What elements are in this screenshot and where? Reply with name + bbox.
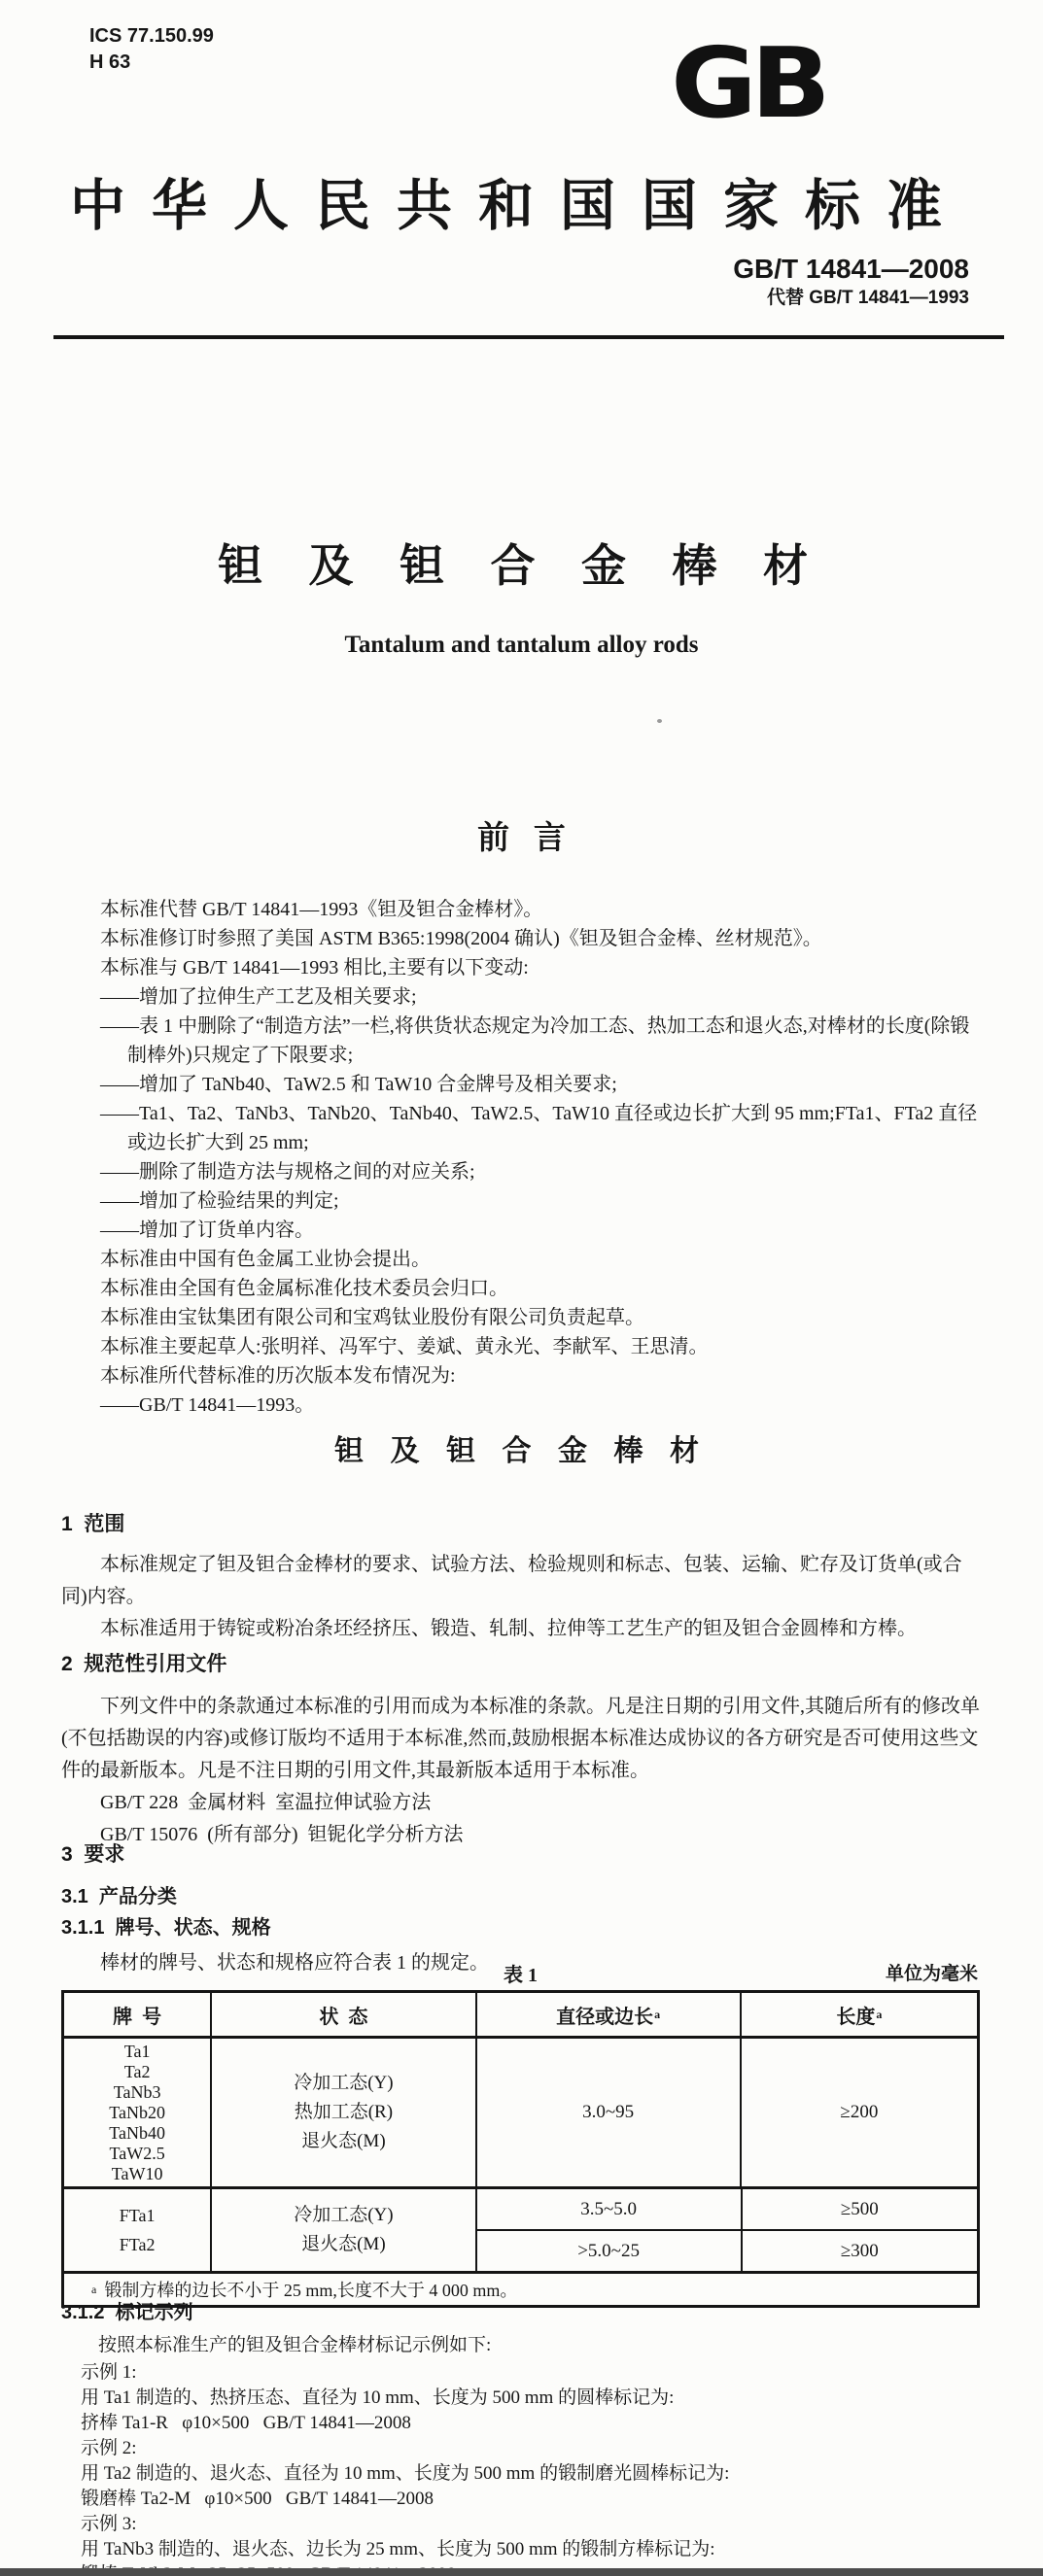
scan-bottom-edge	[0, 2568, 1043, 2576]
state: 冷加工态(Y)	[294, 2073, 394, 2093]
grade: TaW10	[111, 2163, 163, 2183]
foreword-change-item: ——删除了制造方法与规格之间的对应关系;	[100, 1161, 475, 1183]
normative-reference: GB/T 15076 (所有部分) 钽铌化学分析方法	[100, 1824, 464, 1845]
example-designation: 挤棒 Ta1-R φ10×500 GB/T 14841—2008	[81, 2413, 411, 2433]
foreword-paragraph: 本标准修订时参照了美国 ASTM B365:1998(2004 确认)《钽及钽合金棒、丝材规范》。	[100, 928, 822, 949]
table-caption-row	[61, 1959, 980, 1984]
footnote-marker: a	[654, 2007, 661, 2021]
foreword-paragraph: 本标准主要起草人:张明祥、冯军宁、姜斌、黄永光、李献军、王思清。	[100, 1336, 709, 1357]
foreword-change-item: ——增加了拉伸生产工艺及相关要求;	[100, 986, 417, 1008]
doc-class-code: H 63	[89, 52, 131, 73]
column-header-length-label: 长度	[836, 2006, 876, 2028]
state: 冷加工态(Y)	[294, 2205, 394, 2225]
example-label: 示例 3:	[81, 2514, 137, 2534]
table-row-group-1	[64, 2039, 977, 2189]
foreword-heading: 前 言	[477, 821, 566, 856]
table-1	[61, 1990, 980, 2308]
length-spec: ≥300	[741, 2231, 977, 2271]
grade-list	[64, 2039, 210, 2186]
diameter-range: 3.0~95	[475, 2039, 740, 2186]
requirements-paragraph: 棒材的牌号、状态和规格应符合表 1 的规定。	[100, 1952, 489, 1974]
scan-speck	[657, 719, 662, 723]
gb-logo-text: GB	[670, 25, 825, 140]
grade: TaNb20	[109, 2102, 165, 2122]
column-header-diameter	[475, 1993, 740, 2036]
normative-paragraph: 下列文件中的条款通过本标准的引用而成为本标准的条款。凡是注日期的引用文件,其随后所有的修改单(不包括勘误的内容)或修订版均不适用于本标准,然而,鼓励根据本标准达成协议的各方研究是否可使用这些文件的最新版本。凡是不注日期的引用文件,其最新版本适用于本标准。	[61, 1696, 980, 1781]
requirements-heading: 3 要求	[61, 1843, 125, 1866]
foreword-paragraph: 本标准代替 GB/T 14841—1993《钽及钽合金棒材》。	[100, 899, 543, 920]
table-unit-note: 单位为毫米	[885, 1964, 978, 1984]
state-list	[210, 2189, 474, 2271]
scope-paragraph: 本标准规定了钽及钽合金棒材的要求、试验方法、检验规则和标志、包装、运输、贮存及订货单(或合同)内容。	[61, 1554, 962, 1607]
standard-number: GB/T 14841—2008	[733, 254, 969, 284]
column-header-diameter-label: 直径或边长	[556, 2006, 654, 2028]
foreword-change-item: ——表 1 中删除了“制造方法”一栏,将供货状态规定为冷加工态、热加工态和退火态,对棒材的长度(除锻制棒外)只规定了下限要求;	[100, 1015, 970, 1066]
subsection-product-classification: 3.1 产品分类	[61, 1886, 177, 1907]
foreword-history-item: ——GB/T 14841—1993。	[100, 1394, 315, 1416]
foreword-paragraph: 本标准由全国有色金属标准化技术委员会归口。	[100, 1278, 508, 1299]
foreword-paragraph: 本标准与 GB/T 14841—1993 相比,主要有以下变动:	[100, 957, 529, 979]
diameter-range: 3.5~5.0	[580, 2198, 637, 2219]
foreword-change-item: ——增加了订货单内容。	[100, 1219, 314, 1241]
split-columns	[475, 2189, 977, 2271]
footnote-marker: a	[876, 2007, 883, 2021]
sub-row	[477, 2229, 977, 2271]
grade-list	[64, 2189, 210, 2271]
foreword-paragraph: 本标准所代替标准的历次版本发布情况为:	[100, 1365, 456, 1387]
grade: Ta2	[123, 2061, 151, 2081]
section-scope	[61, 1512, 982, 1645]
scope-paragraph: 本标准适用于铸锭或粉冶条坯经挤压、锻造、轧制、拉伸等工艺生产的钽及钽合金圆棒和方棒。	[100, 1618, 917, 1639]
example-label: 示例 1:	[81, 2362, 137, 2383]
state: 退火态(M)	[301, 2234, 386, 2254]
footnote-text: 锻制方棒的边长不小于 25 mm,长度不大于 4 000 mm。	[104, 2281, 518, 2300]
state-list	[210, 2039, 474, 2186]
gb-logo	[645, 25, 850, 140]
grade: Ta1	[123, 2041, 151, 2061]
table-caption: 表 1	[504, 1965, 538, 1986]
foreword-change-item: ——Ta1、Ta2、TaNb3、TaNb20、TaNb40、TaW2.5、TaW10 直径或边长扩大到 95 mm;FTa1、FTa2 直径或边长扩大到 25 mm;	[100, 1103, 978, 1153]
sub-row	[477, 2189, 977, 2229]
grade: TaNb40	[109, 2122, 165, 2143]
example-description: 用 Ta2 制造的、退火态、直径为 10 mm、长度为 500 mm 的锻制磨光圆棒标记为:	[81, 2463, 730, 2484]
foreword-paragraph: 本标准由宝钛集团有限公司和宝鸡钛业股份有限公司负责起草。	[100, 1307, 644, 1328]
column-header-grade: 牌 号	[113, 2006, 162, 2028]
standard-number-block	[733, 255, 969, 310]
foreword-body	[61, 895, 982, 1420]
section-marking-examples	[61, 2301, 982, 2576]
section-normative-references	[61, 1652, 982, 1851]
state: 退火态(M)	[301, 2131, 386, 2151]
marking-heading: 3.1.2 标记示列	[61, 2302, 193, 2323]
ics-block	[89, 23, 214, 76]
grade: TaW2.5	[109, 2143, 165, 2163]
length-spec: ≥200	[740, 2039, 977, 2186]
marking-example-list	[61, 2360, 982, 2576]
scope-heading: 1 范围	[61, 1513, 125, 1535]
foreword-change-item: ——增加了 TaNb40、TaW2.5 和 TaW10 合金牌号及相关要求;	[100, 1074, 617, 1095]
grade: TaNb3	[113, 2081, 161, 2102]
marking-intro: 按照本标准生产的钽及钽合金棒材标记示例如下:	[98, 2335, 492, 2355]
foreword-paragraph: 本标准由中国有色金属工业协会提出。	[100, 1249, 431, 1270]
subsection-grade-state-spec: 3.1.1 牌号、状态、规格	[61, 1917, 271, 1939]
example-description: 用 Ta1 制造的、热挤压态、直径为 10 mm、长度为 500 mm 的圆棒标记为:	[81, 2387, 675, 2408]
national-standard-title: 中华人民共和国国家标准	[70, 176, 968, 237]
footnote-marker: a	[91, 2282, 97, 2296]
length-spec: ≥500	[741, 2189, 977, 2229]
column-header-length	[740, 1993, 977, 2036]
column-header-state: 状 态	[210, 1993, 474, 2036]
body-document-title: 钽 及 钽 合 金 棒 材	[334, 1435, 709, 1467]
state: 热加工态(R)	[294, 2102, 394, 2122]
normative-heading: 2 规范性引用文件	[61, 1653, 227, 1675]
document-title-zh: 钽 及 钽 合 金 棒 材	[218, 541, 825, 591]
example-description: 用 TaNb3 制造的、退火态、边长为 25 mm、长度为 500 mm 的锻制方棒标记为:	[81, 2539, 715, 2559]
replaces-note: 代替 GB/T 14841—1993	[766, 288, 969, 308]
example-label: 示例 2:	[81, 2438, 137, 2458]
grade: FTa1	[119, 2206, 156, 2225]
foreword-change-item: ——增加了检验结果的判定;	[100, 1190, 339, 1212]
example-designation: 锻磨棒 Ta2-M φ10×500 GB/T 14841—2008	[81, 2489, 435, 2509]
document-title-en: Tantalum and tantalum alloy rods	[344, 632, 699, 658]
header-rule	[53, 335, 1004, 339]
ics-code: ICS 77.150.99	[89, 25, 214, 47]
normative-reference: GB/T 228 金属材料 室温拉伸试验方法	[100, 1792, 432, 1813]
grade: FTa2	[119, 2235, 156, 2254]
table-header-row	[64, 1993, 977, 2039]
diameter-range: >5.0~25	[577, 2240, 640, 2261]
table-row-group-2	[64, 2189, 977, 2274]
